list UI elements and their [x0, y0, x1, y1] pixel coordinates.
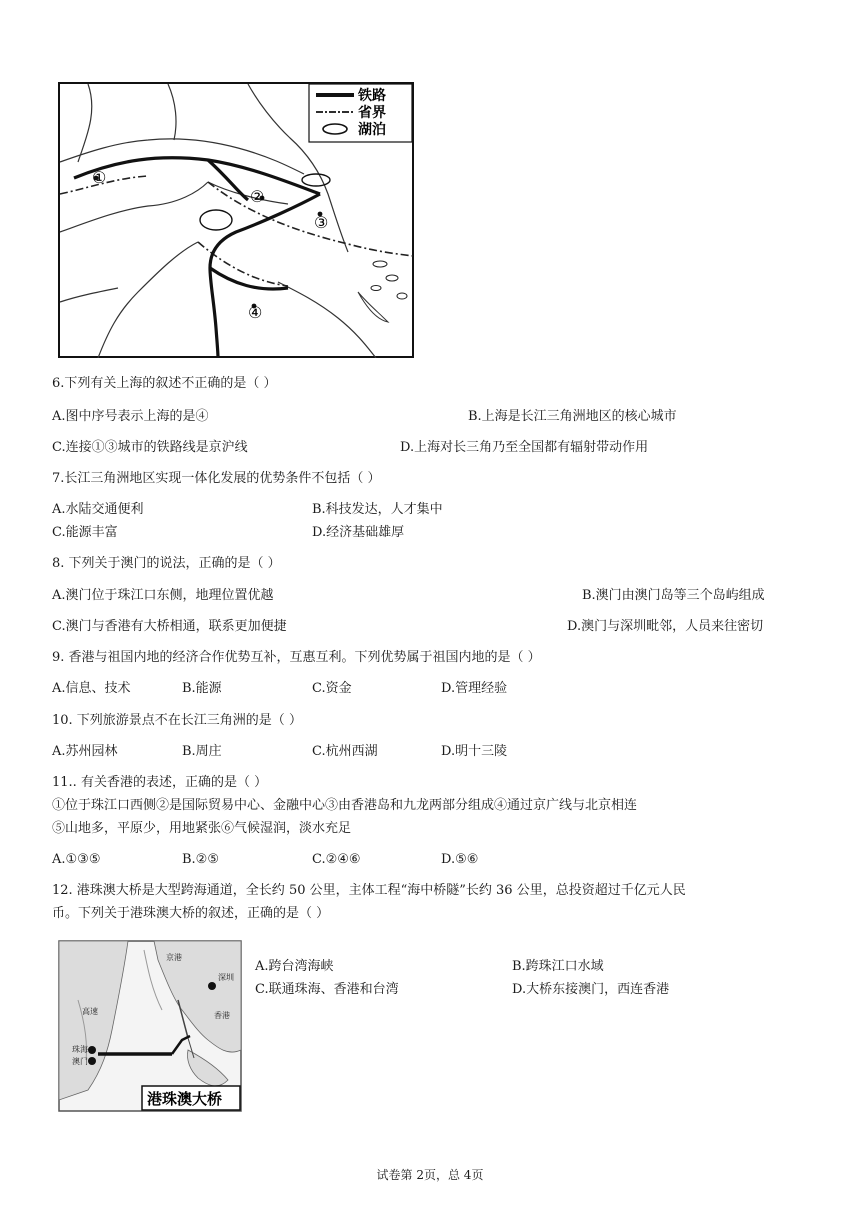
q9-option-d: D.管理经验 — [441, 681, 508, 696]
q9-option-c: C.资金 — [312, 681, 352, 696]
q6-option-c: C.连接①③城市的铁路线是京沪线 — [52, 440, 248, 455]
q11-statement-line-2: ⑤山地多，平原少，用地紧张⑥气候湿润，淡水充足 — [52, 821, 352, 836]
q10-option-c: C.杭州西湖 — [312, 744, 378, 759]
q6-option-a: A.图中序号表示上海的是④ — [52, 409, 209, 424]
q9-option-a: A.信息、技术 — [52, 681, 131, 696]
shenzhen-label: 深圳 — [218, 973, 234, 982]
road-label-1: 京港 — [166, 953, 182, 962]
q10-option-a: A.苏州园林 — [52, 744, 118, 759]
question-6-stem: 6.下列有关上海的叙述不正确的是（ ） — [52, 376, 277, 391]
page-footer: 试卷第 2页，总 4页 — [376, 1168, 484, 1182]
marker-3: ③ — [314, 213, 329, 232]
question-9-stem: 9. 香港与祖国内地的经济合作优势互补，互惠互利。下列优势属于祖国内地的是（ ） — [52, 650, 541, 665]
q12-option-c: C.联通珠海、香港和台湾 — [255, 982, 399, 997]
map2-caption: 港珠澳大桥 — [147, 1090, 223, 1108]
yangtze-delta-map — [58, 82, 414, 358]
q10-option-d: D.明十三陵 — [441, 744, 508, 759]
marker-4: ④ — [248, 303, 263, 322]
question-8-stem: 8. 下列关于澳门的说法，正确的是（ ） — [52, 556, 281, 571]
q11-option-d: D.⑤⑥ — [441, 852, 479, 867]
hzm-bridge-map — [58, 940, 242, 1112]
question-12-stem-line-2: 币。下列关于港珠澳大桥的叙述，正确的是（ ） — [52, 906, 330, 921]
q12-option-b: B.跨珠江口水域 — [512, 959, 604, 974]
q9-option-b: B.能源 — [182, 681, 222, 696]
q11-option-c: C.②④⑥ — [312, 852, 361, 867]
q12-option-d: D.大桥东接澳门，西连香港 — [512, 982, 670, 997]
q7-option-c: C.能源丰富 — [52, 525, 118, 540]
legend-railway: 铁路 — [358, 88, 386, 104]
q8-option-d: D.澳门与深圳毗邻，人员来往密切 — [567, 619, 764, 634]
macau-label: 澳门 — [72, 1057, 88, 1066]
q8-option-b: B.澳门由澳门岛等三个岛屿组成 — [582, 588, 765, 603]
question-11-stem: 11.. 有关香港的表述，正确的是（ ） — [52, 775, 268, 790]
question-12-stem-line-1: 12. 港珠澳大桥是大型跨海通道，全长约 50 公里，主体工程“海中桥隧”长约 36 公里，总投资超过千亿元人民 — [52, 883, 686, 898]
zhuhai-label: 珠海 — [72, 1045, 88, 1054]
q10-option-b: B.周庄 — [182, 744, 222, 759]
question-10-stem: 10. 下列旅游景点不在长江三角洲的是（ ） — [52, 713, 302, 728]
question-7-stem: 7.长江三角洲地区实现一体化发展的优势条件不包括（ ） — [52, 471, 381, 486]
q8-option-a: A.澳门位于珠江口东侧，地理位置优越 — [52, 588, 274, 603]
q6-option-b: B.上海是长江三角洲地区的核心城市 — [468, 409, 677, 424]
map-legend — [309, 84, 412, 142]
q7-option-b: B.科技发达，人才集中 — [312, 502, 443, 517]
q12-option-a: A.跨台湾海峡 — [255, 959, 334, 974]
q6-option-d: D.上海对长三角乃至全国都有辐射带动作用 — [400, 440, 649, 455]
q11-option-a: A.①③⑤ — [52, 852, 101, 867]
q11-statement-line-1: ①位于珠江口西侧②是国际贸易中心、金融中心③由香港岛和九龙两部分组成④通过京广线与北京相连 — [52, 798, 638, 813]
legend-provincial-border: 省界 — [358, 105, 386, 121]
q7-option-d: D.经济基础雄厚 — [312, 525, 405, 540]
q11-option-b: B.②⑤ — [182, 852, 219, 867]
marker-2: ② — [250, 187, 265, 206]
legend-lake: 湖泊 — [358, 122, 386, 138]
marker-1: ① — [92, 168, 107, 187]
road-label-2: 高速 — [82, 1007, 98, 1016]
q8-option-c: C.澳门与香港有大桥相通，联系更加便捷 — [52, 619, 287, 634]
hongkong-label: 香港 — [214, 1011, 230, 1020]
q7-option-a: A.水陆交通便利 — [52, 502, 144, 517]
